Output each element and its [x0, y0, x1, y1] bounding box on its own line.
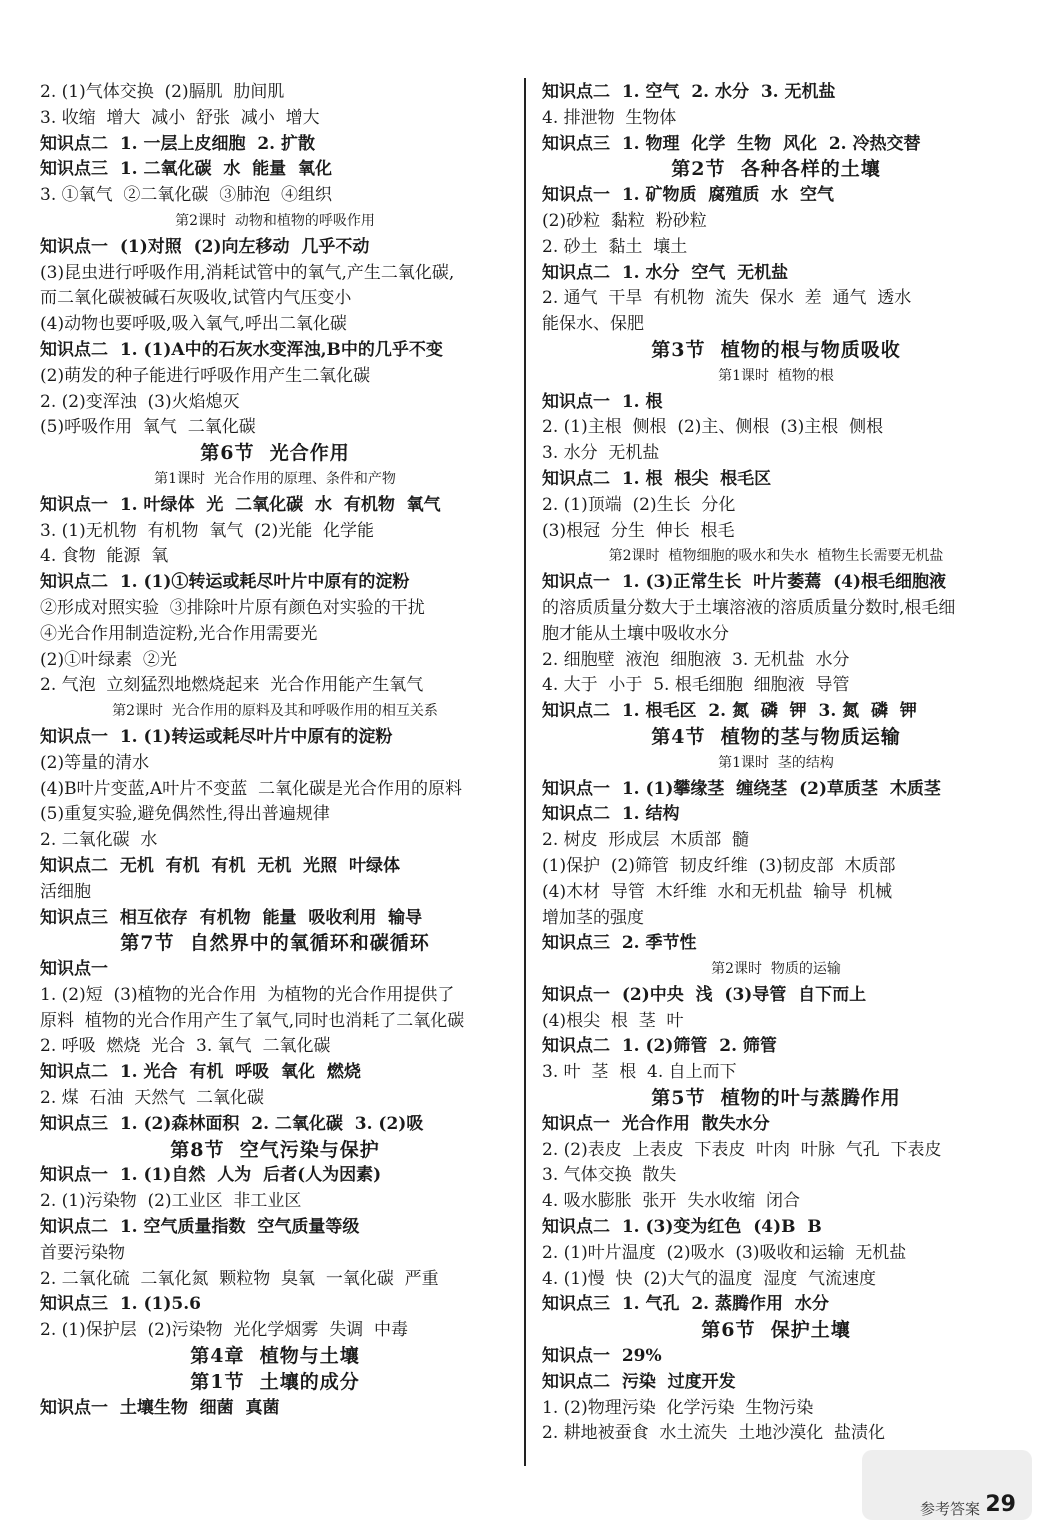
answer-line: 3. 水分 无机盐 [542, 443, 660, 464]
answer-line: 知识点二 1. (1)A中的石灰水变浑浊,B中的几乎不变 [40, 339, 443, 360]
footer-label: 参考答案 [919, 1500, 980, 1518]
answer-line: 知识点二 1. (2)筛管 2. 筛管 [542, 1036, 777, 1057]
answer-line: 3. 气体交换 散失 [542, 1165, 677, 1186]
answer-line: (4)B叶片变蓝,A叶片不变蓝 二氧化碳是光合作用的原料 [40, 778, 463, 799]
answer-line: 1. (2)物理污染 化学污染 生物污染 [542, 1397, 814, 1418]
answer-line: 增加茎的强度 [542, 907, 644, 928]
answer-line: 知识点一 1. (1)转运或耗尽叶片中原有的淀粉 [40, 726, 393, 747]
answer-line: 的溶质质量分数大于土壤溶液的溶质质量分数时,根毛细 [542, 597, 956, 618]
answer-line: 知识点一 29% [542, 1346, 662, 1367]
left-answer-column [40, 80, 510, 1421]
answer-line: 4. 食物 能源 氧 [40, 546, 169, 567]
answer-line: 2. (1)气体交换 (2)膈肌 肋间肌 [40, 82, 285, 102]
answer-line: (2)砂粒 黏粒 粉砂粒 [542, 210, 707, 231]
answer-line: 知识点二 1. 空气 2. 水分 3. 无机盐 [542, 82, 836, 102]
right-answer-column [542, 80, 1010, 1447]
page-number: 29 [985, 1492, 1016, 1517]
answer-line: 知识点一 1. 叶绿体 光 二氧化碳 水 有机物 氧气 [40, 494, 441, 515]
answer-line: 4. 吸水膨胀 张开 失水收缩 闭合 [542, 1191, 801, 1212]
answer-line: 2. 煤 石油 天然气 二氧化碳 [40, 1088, 265, 1109]
answer-line: (2)萌发的种子能进行呼吸作用产生二氧化碳 [40, 365, 371, 386]
answer-line: 1. (2)短 (3)植物的光合作用 为植物的光合作用提供了 [40, 984, 455, 1005]
answer-line: (4)动物也要呼吸,吸入氧气,呼出二氧化碳 [40, 314, 347, 335]
answer-line: (3)昆虫进行呼吸作用,消耗试管中的氧气,产生二氧化碳, [40, 262, 455, 283]
answer-line: (2)等量的清水 [40, 752, 150, 773]
answer-line: 2. (1)主根 侧根 (2)主、侧根 (3)主根 侧根 [542, 417, 884, 438]
answer-line: (3)根冠 分生 伸长 根毛 [542, 520, 735, 541]
answer-line: 知识点二 1. 空气质量指数 空气质量等级 [40, 1217, 360, 1238]
lesson-heading: 第2课时 光合作用的原料及其和呼吸作用的相互关系 [112, 703, 438, 720]
answer-line: 知识点二 1. (1)①转运或耗尽叶片中原有的淀粉 [40, 572, 410, 593]
answer-line: 知识点二 1. (3)变为红色 (4)B B [542, 1217, 822, 1238]
lesson-heading: 第2课时 动物和植物的呼吸作用 [175, 212, 375, 229]
answer-line: 3. ①氧气 ②二氧化碳 ③肺泡 ④组织 [40, 185, 333, 206]
lesson-heading: 第1课时 光合作用的原理、条件和产物 [154, 470, 396, 487]
answer-line: 知识点一 1. 矿物质 腐殖质 水 空气 [542, 185, 835, 206]
answer-line: 知识点一 (1)对照 (2)向左移动 几乎不动 [40, 236, 370, 257]
answer-line: 知识点三 1. (1)5.6 [40, 1294, 201, 1315]
answer-line: 知识点二 污染 过度开发 [542, 1371, 736, 1392]
section-heading: 第6节 光合作用 [200, 442, 350, 465]
answer-line: 知识点一 土壤生物 细菌 真菌 [40, 1397, 280, 1418]
answer-line: 2. (1)污染物 (2)工业区 非工业区 [40, 1191, 302, 1212]
answer-line: 3. 收缩 增大 减小 舒张 减小 增大 [40, 107, 320, 128]
answer-line: 知识点三 1. 气孔 2. 蒸腾作用 水分 [542, 1294, 829, 1315]
answer-line: 2. 二氧化碳 水 [40, 830, 158, 851]
answer-line: 2. 气泡 立刻猛烈地燃烧起来 光合作用能产生氧气 [40, 675, 424, 696]
answer-line: 2. (1)顶端 (2)生长 分化 [542, 494, 736, 515]
answer-line: 4. 排泄物 生物体 [542, 107, 677, 128]
answer-line: 知识点一 光合作用 散失水分 [542, 1113, 770, 1134]
answer-line: 胞才能从土壤中吸收水分 [542, 623, 729, 644]
answer-line: ②形成对照实验 ③排除叶片原有颜色对实验的干扰 [40, 597, 425, 618]
answer-line: 3. (1)无机物 有机物 氧气 (2)光能 化学能 [40, 520, 375, 541]
answer-line: 2. 树皮 形成层 木质部 髓 [542, 830, 750, 851]
answer-line: 2. 砂土 黏土 壤土 [542, 236, 688, 257]
answer-line: 2. 耕地被蚕食 水土流失 土地沙漠化 盐渍化 [542, 1423, 886, 1444]
answer-line: 2. 二氧化硫 二氧化氮 颗粒物 臭氧 一氧化碳 严重 [40, 1268, 439, 1289]
answer-line: 知识点三 1. 二氧化碳 水 能量 氧化 [40, 159, 333, 180]
section-heading: 第2节 各种各样的土壤 [671, 158, 881, 181]
lesson-heading: 第2课时 植物细胞的吸水和失水 植物生长需要无机盐 [608, 548, 944, 565]
answer-line: 3. 叶 茎 根 4. 自上而下 [542, 1062, 737, 1083]
section-heading: 第1节 土壤的成分 [190, 1370, 360, 1393]
answer-line: 2. 通气 干旱 有机物 流失 保水 差 通气 透水 [542, 288, 912, 309]
answer-line: 知识点一 [40, 959, 108, 980]
answer-line: 知识点二 1. 水分 空气 无机盐 [542, 262, 789, 283]
lesson-heading: 第1课时 茎的结构 [718, 754, 834, 771]
section-heading: 第6节 保护土壤 [701, 1319, 851, 1342]
column-divider [524, 78, 526, 1466]
answer-line: 2. (2)表皮 上表皮 下表皮 叶肉 叶脉 气孔 下表皮 [542, 1139, 942, 1160]
answer-line: 知识点一 1. 根 [542, 391, 663, 412]
answer-line: 知识点二 无机 有机 有机 无机 光照 叶绿体 [40, 855, 401, 876]
lesson-heading: 第2课时 物质的运输 [711, 961, 841, 978]
answer-line: 原料 植物的光合作用产生了氧气,同时也消耗了二氧化碳 [40, 1010, 465, 1031]
answer-line: 知识点一 1. (1)自然 人为 后者(人为因素) [40, 1165, 382, 1186]
answer-line: 活细胞 [40, 881, 91, 902]
section-heading: 第4节 植物的茎与物质运输 [651, 725, 901, 748]
answer-line: (5)重复实验,避免偶然性,得出普遍规律 [40, 804, 330, 825]
answer-line: ④光合作用制造淀粉,光合作用需要光 [40, 623, 318, 644]
answer-line: 知识点二 1. 根毛区 2. 氮 磷 钾 3. 氮 磷 钾 [542, 701, 917, 722]
lesson-heading: 第1课时 植物的根 [718, 367, 834, 384]
answer-line: 2. (1)保护层 (2)污染物 光化学烟雾 失调 中毒 [40, 1320, 409, 1341]
answer-line: 知识点二 1. 结构 [542, 804, 680, 825]
answer-line: 知识点三 2. 季节性 [542, 933, 697, 954]
answer-line: 知识点一 1. (3)正常生长 叶片萎蔫 (4)根毛细胞液 [542, 572, 947, 593]
answer-line: 4. (1)慢 快 (2)大气的温度 湿度 气流速度 [542, 1268, 877, 1289]
answer-line: 首要污染物 [40, 1242, 125, 1263]
section-heading: 第5节 植物的叶与蒸腾作用 [651, 1087, 901, 1110]
section-heading: 第7节 自然界中的氧循环和碳循环 [120, 932, 430, 955]
answer-line: 知识点二 1. 光合 有机 呼吸 氧化 燃烧 [40, 1062, 361, 1083]
answer-line: 2. (1)叶片温度 (2)吸水 (3)吸收和运输 无机盐 [542, 1242, 907, 1263]
answer-line: (4)根尖 根 茎 叶 [542, 1010, 684, 1031]
answer-line: (2)①叶绿素 ②光 [40, 649, 177, 670]
answer-line: 知识点二 1. 根 根尖 根毛区 [542, 468, 772, 489]
answer-line: 知识点三 相互依存 有机物 能量 吸收利用 输导 [40, 907, 423, 928]
answer-line: (1)保护 (2)筛管 韧皮纤维 (3)韧皮部 木质部 [542, 855, 896, 876]
section-heading: 第8节 空气污染与保护 [170, 1138, 380, 1161]
section-heading: 第3节 植物的根与物质吸收 [651, 338, 901, 361]
answer-line: 2. 细胞壁 液泡 细胞液 3. 无机盐 水分 [542, 649, 850, 670]
answer-line: 知识点二 1. 一层上皮细胞 2. 扩散 [40, 133, 316, 154]
answer-line: 而二氧化碳被碱石灰吸收,试管内气压变小 [40, 288, 352, 309]
answer-line: 知识点三 1. (2)森林面积 2. 二氧化碳 3. (2)吸 [40, 1113, 424, 1134]
answer-line: 知识点三 1. 物理 化学 生物 风化 2. 冷热交替 [542, 133, 921, 154]
answer-line: 能保水、保肥 [542, 314, 644, 335]
answer-line: 2. (2)变浑浊 (3)火焰熄灭 [40, 391, 240, 412]
answer-line: 知识点一 1. (1)攀缘茎 缠绕茎 (2)草质茎 木质茎 [542, 778, 941, 799]
answer-line: 4. 大于 小于 5. 根毛细胞 细胞液 导管 [542, 675, 850, 696]
answer-line: 2. 呼吸 燃烧 光合 3. 氧气 二氧化碳 [40, 1036, 331, 1057]
section-heading: 第4章 植物与土壤 [190, 1345, 360, 1368]
answer-line: 知识点一 (2)中央 浅 (3)导管 自下而上 [542, 984, 867, 1005]
answer-line: (4)木材 导管 木纤维 水和无机盐 输导 机械 [542, 881, 893, 902]
answer-line: (5)呼吸作用 氧气 二氧化碳 [40, 417, 256, 438]
